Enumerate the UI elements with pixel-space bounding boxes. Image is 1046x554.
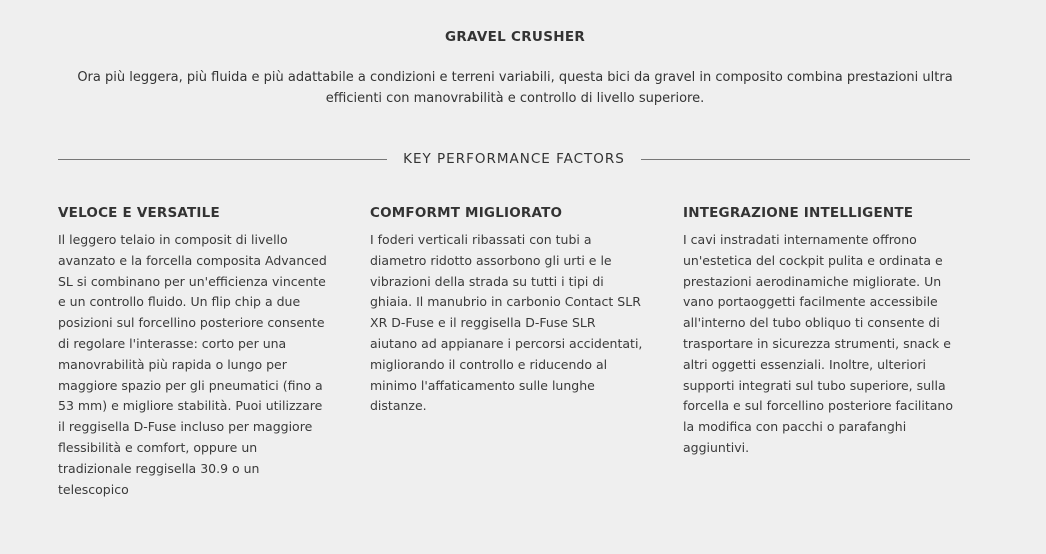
feature-column-integration bbox=[683, 205, 958, 459]
page-title: GRAVEL CRUSHER bbox=[444, 29, 586, 45]
feature-column-fast-versatile bbox=[58, 205, 333, 500]
feature-body: I foderi verticali ribassati con tubi a diametro ridotto assorbono gli urti e le vibrazioni della strada su tutti i tipi di ghiaia. Il manubrio in carbonio Contact SLR XR D-Fuse e il reggisella D-Fuse SLR aiutano ad appianare i percorsi accidentati, migliorando il controllo e riducendo al minimo l'affaticamento sulle lunghe distanze. bbox=[370, 232, 643, 414]
feature-column-comfort bbox=[370, 205, 645, 417]
section-heading: KEY PERFORMANCE FACTORS bbox=[403, 151, 625, 167]
feature-body: I cavi instradati internamente offrono un'estetica del cockpit pulita e ordinata e prestazioni aerodinamiche migliorate. Un vano portaoggetti facilmente accessibile all'interno del tubo obliquo ti consente di trasportare in sicurezza strumenti, snack e altri oggetti essenziali. Inoltre, ulteriori supporti integrati sul tubo superiore, sulla forcella e sul forcellino posteriore facilitano la modifica con pacchi o parafanghi aggiuntivi. bbox=[683, 232, 953, 455]
intro-text: Ora più leggera, più fluida e più adattabile a condizioni e terreni variabili, questa bici da gravel in composito combina prestazioni ultra efficienti con manovrabilità e controllo di livello superiore. bbox=[77, 70, 953, 106]
section-divider bbox=[58, 149, 970, 169]
divider-line-left bbox=[58, 159, 387, 160]
divider-line-right bbox=[641, 159, 970, 160]
feature-title: INTEGRAZIONE INTELLIGENTE bbox=[683, 205, 914, 221]
feature-title: VELOCE E VERSATILE bbox=[58, 205, 220, 221]
feature-title: COMFORMT MIGLIORATO bbox=[370, 205, 563, 221]
feature-body: Il leggero telaio in composit di livello avanzato e la forcella composita Advanced SL si combinano per un'efficienza vincente e un controllo fluido. Un flip chip a due posizioni sul forcellino posteriore consente di regolare l'interasse: corto per una manovrabilità più rapida o lungo per maggiore spazio per gli pneumatici (fino a 53 mm) e migliore stabilità. Puoi utilizzare il reggisella D-Fuse incluso per maggiore flessibilità e comfort, oppure un tradizionale reggisella 30.9 o un telescopico bbox=[58, 232, 327, 497]
